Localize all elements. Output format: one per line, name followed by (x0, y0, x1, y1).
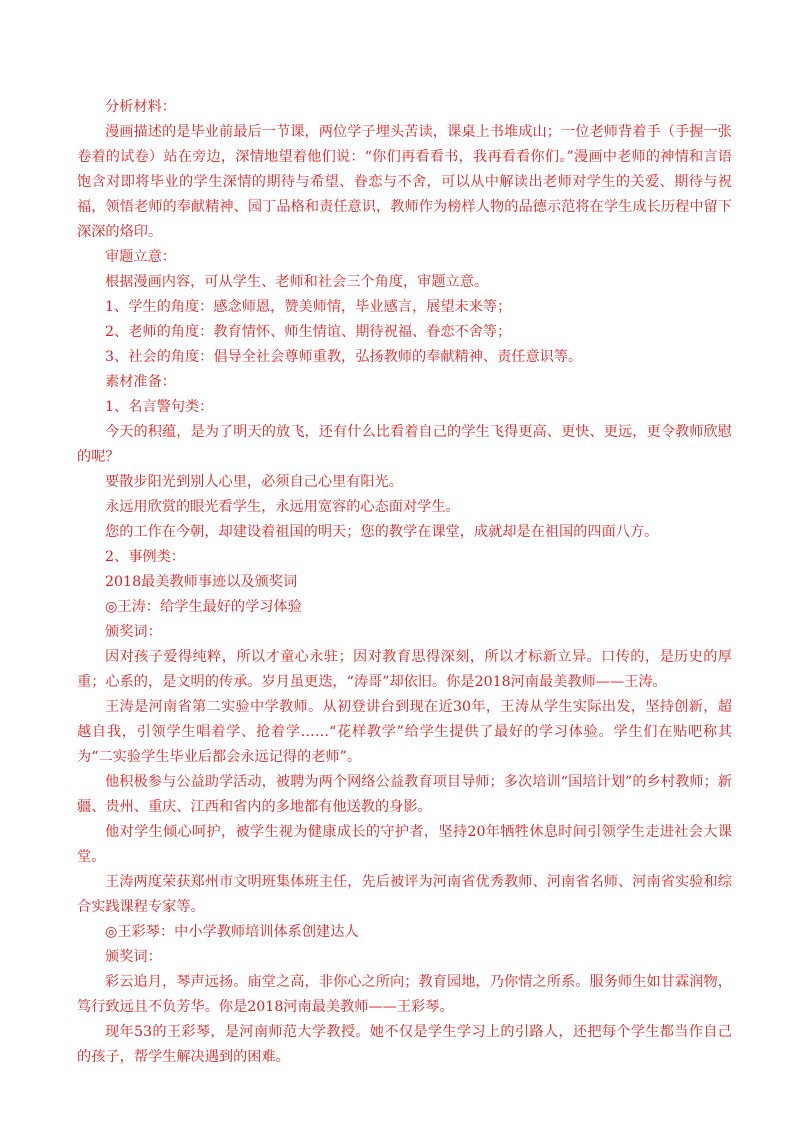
document-body (77, 95, 732, 1070)
list-item-society-angle: 3、社会的角度：倡导全社会尊师重教，弘扬教师的奉献精神、责任意识等。 (105, 349, 583, 365)
heading-materials: 素材准备： (105, 374, 176, 390)
quote-1: 今天的积蕴，是为了明天的放飞，还有什么比看着自己的学生飞得更高、更快、更远，更令教师欣慰的呢？ (77, 424, 732, 465)
bio-wangtao-3: 他对学生倾心呵护，被学生视为健康成长的守护者，坚持20年牺牲休息时间引领学生走进社会大课堂。 (77, 824, 732, 865)
quote-4: 您的工作在今朝，却建设着祖国的明天；您的教学在课堂，成就却是在祖国的四面八方。 (105, 524, 659, 540)
bio-wangtao-2: 他积极参与公益助学活动，被聘为两个网络公益教育项目导师；多次培训“国培计划”的乡村教师；新疆、贵州、重庆、江西和省内的多地都有他送教的身影。 (77, 774, 732, 815)
subheading-quotes: 1、名言警句类： (105, 399, 214, 415)
bio-wangtao-1: 王涛是河南省第二实验中学教师。从初登讲台到现在近30年，王涛从学生实际出发，坚持创新，超越自我，引领学生唱着学、抢着学……“花样教学”给学生提供了最好的学习体验。学生们在贴吧称其为“二实验学生毕业后都会永远记得的老师”。 (77, 699, 732, 765)
award-label-2: 颁奖词： (105, 949, 162, 965)
paragraph-theme-intro: 根据漫画内容，可从学生、老师和社会三个角度，审题立意。 (105, 274, 489, 290)
list-item-teacher-angle: 2、老师的角度：教育情怀、师生情谊、期待祝福、眷恋不舍等； (105, 324, 512, 340)
heading-theme: 审题立意： (105, 249, 176, 265)
bio-wangtao-4: 王涛两度荣获郑州市文明班集体班主任，先后被评为河南省优秀教师、河南省名师、河南省实验和综合实践课程专家等。 (77, 874, 732, 915)
teacher-heading-wangtao: ◎王涛：给学生最好的学习体验 (105, 599, 302, 615)
quote-2: 要散步阳光到别人心里，必须自己心里有阳光。 (105, 474, 403, 490)
quote-3: 永远用欣赏的眼光看学生，永远用宽容的心态面对学生。 (105, 499, 460, 515)
subheading-examples: 2、事例类： (105, 549, 185, 565)
award-text-wangtao: 因对孩子爱得纯粹，所以才童心永驻；因对教育思得深刻，所以才标新立异。口传的，是历史的厚重；心系的，是文明的传承。岁月虽更迭，“涛哥”却依旧。你是2018河南最美教师——王涛。 (77, 649, 732, 690)
example-title: 2018最美教师事迹以及颁奖词 (105, 574, 298, 590)
award-label-1: 颁奖词： (105, 624, 162, 640)
award-text-wangcaiqin: 彩云追月，琴声远扬。庙堂之高，非你心之所向；教育园地，乃你情之所系。服务师生如甘霖润物，笃行致远且不负芳华。你是2018河南最美教师——王彩琴。 (77, 974, 732, 1015)
bio-wangcaiqin-1: 现年53的王彩琴，是河南师范大学教授。她不仅是学生学习上的引路人，还把每个学生都当作自己的孩子，帮学生解决遇到的困难。 (77, 1024, 732, 1065)
list-item-student-angle: 1、学生的角度：感念师恩，赞美师情，毕业感言，展望未来等； (105, 299, 512, 315)
heading-analysis: 分析材料： (105, 99, 176, 115)
teacher-heading-wangcaiqin: ◎王彩琴：中小学教师培训体系创建达人 (105, 924, 359, 940)
paragraph-comic-description: 漫画描述的是毕业前最后一节课，两位学子埋头苦读，课桌上书堆成山；一位老师背着手（手握一张卷着的试卷）站在旁边，深情地望着他们说：“你们再看看书，我再看看你们。”漫画中老师的神情和言语饱含对即将毕业的学生深情的期待与希望、眷恋与不舍，可以从中解读出老师对学生的关爱、期待与祝福，领悟老师的奉献精神、园丁品格和责任意识，教师作为榜样人物的品德示范将在学生成长历程中留下深深的烙印。 (77, 124, 732, 240)
